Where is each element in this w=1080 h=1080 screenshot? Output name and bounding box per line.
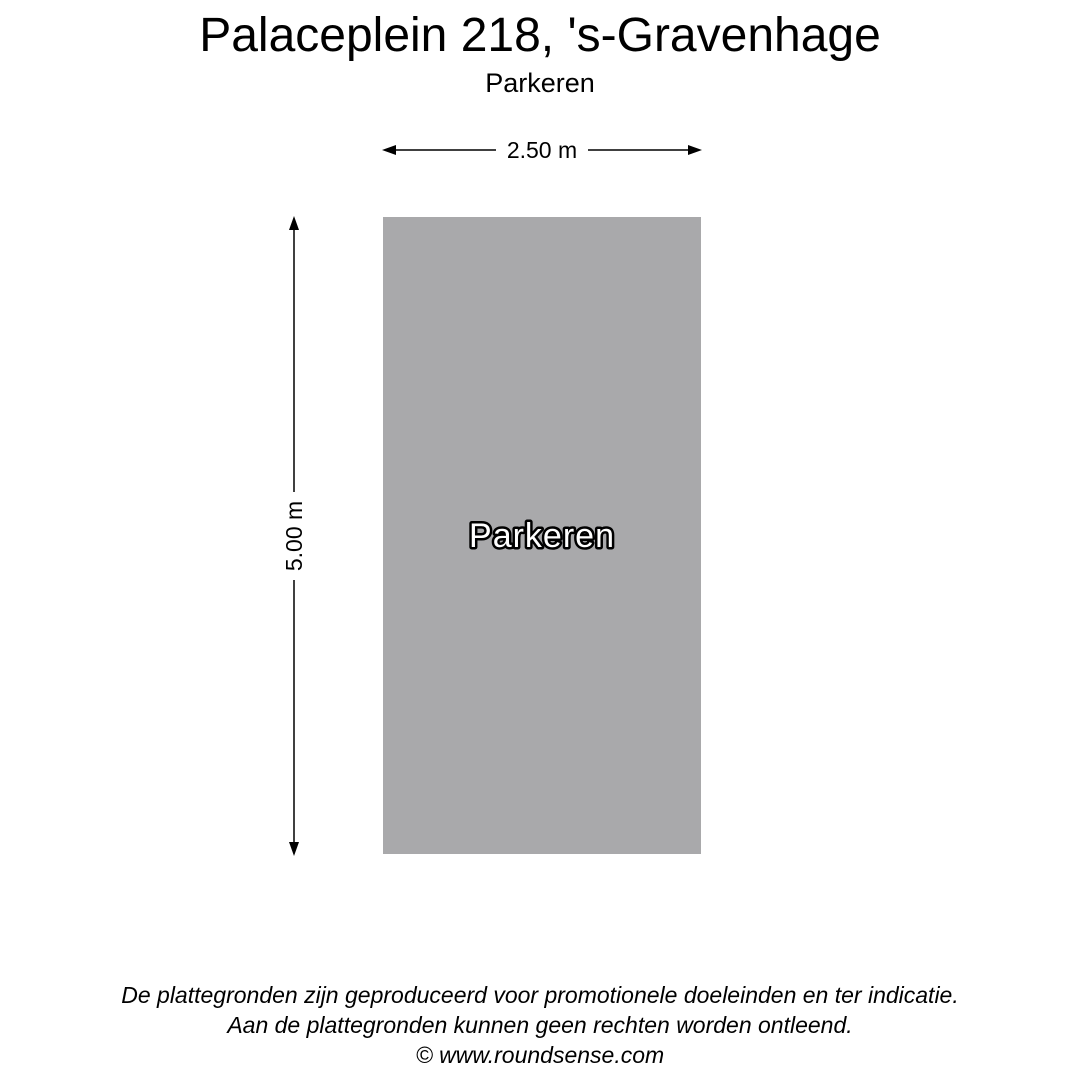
disclaimer-line-1: De plattegronden zijn geproduceerd voor promotionele doeleinden en ter indicatie. (121, 982, 959, 1008)
width-dimension-label: 2.50 m (506, 137, 578, 163)
arrow-down-icon (289, 842, 299, 856)
width-dimension (382, 137, 702, 163)
disclaimer-line-2: Aan de plattegronden kunnen geen rechten worden ontleend. (227, 1012, 853, 1038)
depth-dimension (281, 216, 307, 856)
depth-dimension-label: 5.00 m (281, 500, 307, 572)
room-label: Parkeren (469, 517, 615, 555)
page-subtitle: Parkeren (485, 68, 595, 98)
arrow-up-icon (289, 216, 299, 230)
page-title: Palaceplein 218, 's-Gravenhage (199, 9, 881, 62)
disclaimer-footer (0, 980, 1080, 1070)
arrow-left-icon (382, 145, 396, 155)
arrow-right-icon (688, 145, 702, 155)
copyright-line: © www.roundsense.com (415, 1042, 665, 1068)
